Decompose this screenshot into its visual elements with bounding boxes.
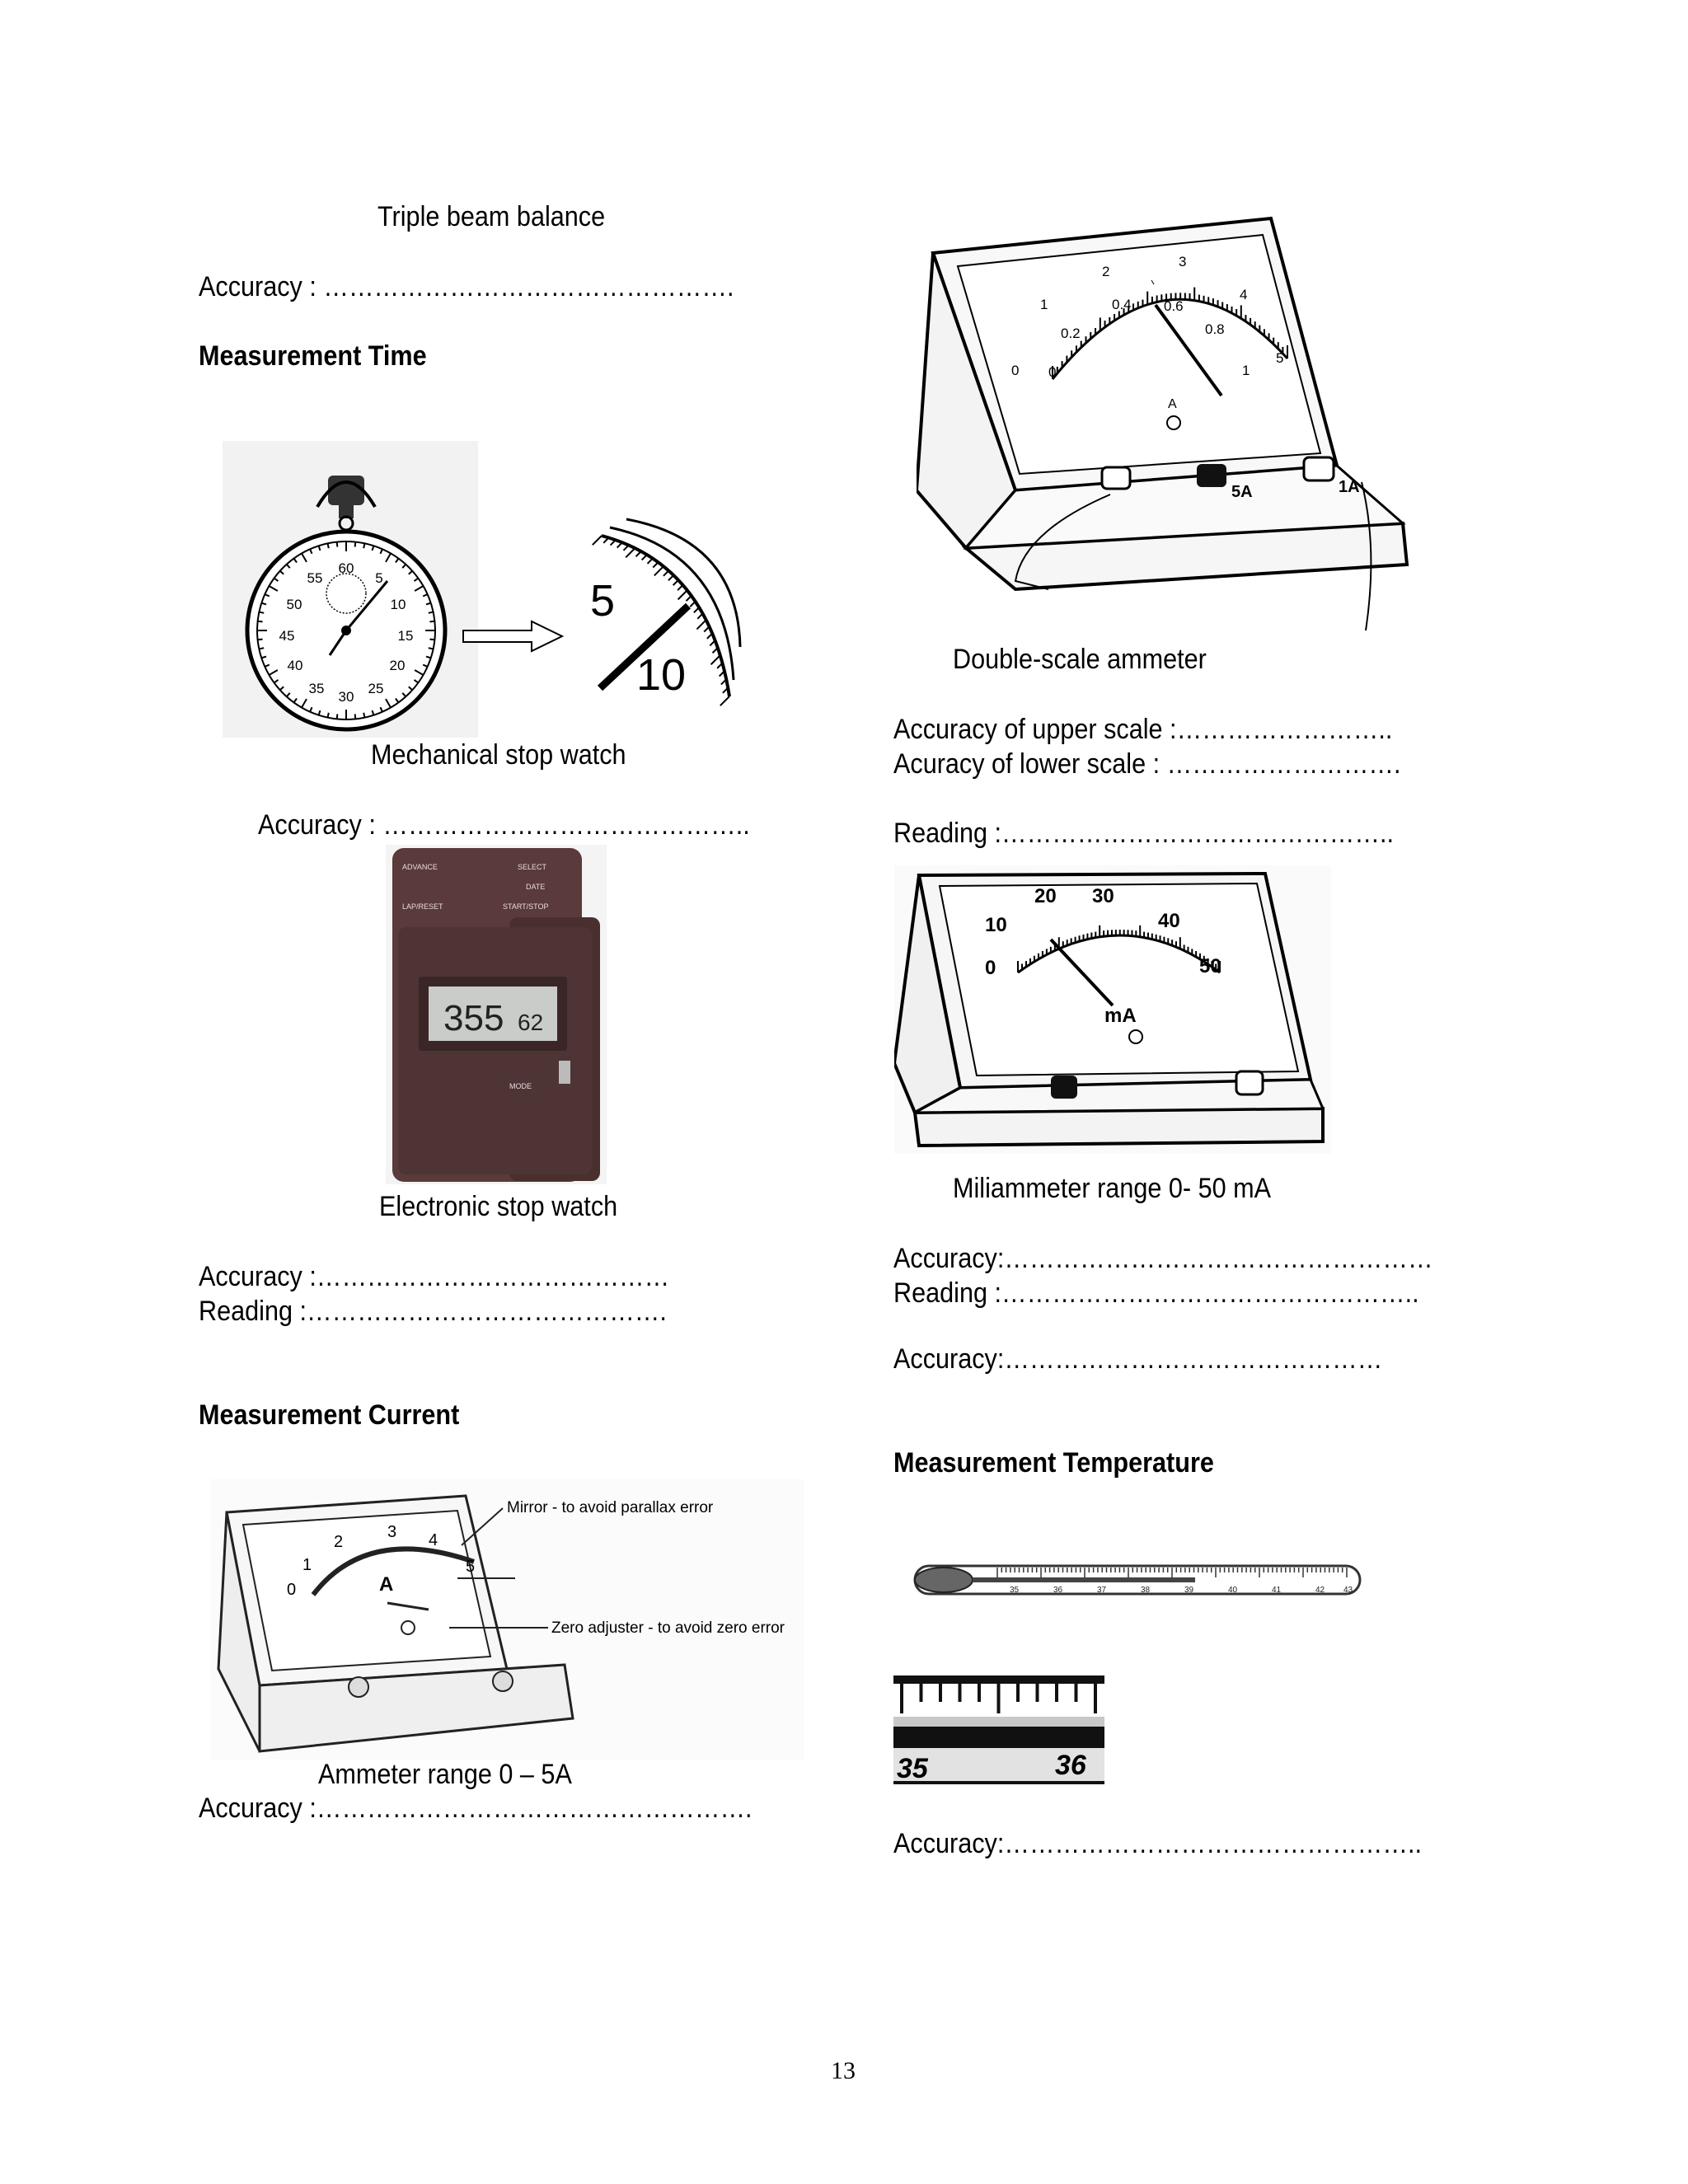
dial-tick	[328, 713, 329, 718]
zoom-tick	[653, 562, 658, 567]
ammeter-tick: 3	[387, 1523, 397, 1541]
dial-number: 5	[375, 570, 383, 586]
ma-unit: mA	[1104, 1005, 1137, 1027]
thermometer-zoom-figure	[893, 1669, 1108, 1793]
double-ammeter-unit: A	[1168, 397, 1177, 411]
thermometer-figure	[907, 1549, 1368, 1615]
zoom-tick	[697, 613, 702, 618]
ma-tick: 50	[1199, 955, 1221, 977]
dial-tick	[337, 714, 338, 719]
upper-tick: 3	[1179, 254, 1187, 269]
zoom-tick	[687, 596, 692, 601]
ammeter-caption: Ammeter range 0 – 5A	[318, 1759, 572, 1790]
dial-tick	[337, 542, 338, 547]
ammeter-tick: 2	[334, 1533, 344, 1551]
extra-accuracy: Accuracy:………………………………………	[893, 1343, 1383, 1375]
zoom-detail	[590, 519, 740, 705]
lower-tick: 0.2	[1061, 326, 1081, 341]
thermo-tick: 40	[1228, 1586, 1238, 1595]
mechanical-stopwatch-figure	[223, 441, 750, 738]
ammeter-tick: 1	[302, 1556, 312, 1574]
upper-tick: 5	[1276, 350, 1284, 366]
double-scale-ammeter-figure	[917, 202, 1411, 630]
heading-measurement-current: Measurement Current	[199, 1399, 460, 1431]
dial-tick	[258, 621, 263, 622]
dial-number: 15	[397, 628, 414, 644]
zoom-label-36: 36	[1055, 1750, 1086, 1781]
mechanical-stopwatch-accuracy: Accuracy : ……………………………………..	[258, 809, 750, 841]
zoom-label-35: 35	[897, 1753, 928, 1784]
zoom-label-5: 5	[590, 576, 616, 626]
ammeter-tick: 0	[287, 1581, 297, 1599]
lcd-display-small: 62	[518, 1010, 544, 1035]
thermo-tick: 39	[1184, 1586, 1194, 1595]
ma-tick: 30	[1092, 885, 1114, 907]
lower-tick: 0.8	[1205, 321, 1225, 337]
thermo-tick: 38	[1141, 1586, 1151, 1595]
thermo-tick: 42	[1315, 1586, 1325, 1595]
btn-label: LAP/RESET	[402, 902, 443, 911]
ammeter-tick: 4	[429, 1531, 438, 1549]
dial-number: 30	[338, 689, 354, 705]
dial-tick	[429, 621, 434, 622]
electronic-stopwatch-reading: Reading :…………………………………….	[199, 1296, 667, 1327]
btn-label: DATE	[526, 883, 546, 891]
dial-number: 50	[286, 597, 302, 612]
mechanical-stopwatch-caption: Mechanical stop watch	[371, 739, 626, 771]
zoom-tick	[696, 620, 706, 629]
lower-tick: 0.6	[1164, 298, 1184, 314]
lcd-display: 355	[443, 998, 504, 1038]
zoom-tick	[654, 566, 663, 575]
electronic-stopwatch-accuracy: Accuracy :……………………………………	[199, 1261, 670, 1292]
dial-tick	[355, 714, 356, 719]
dial-number: 60	[338, 560, 354, 576]
page-number: 13	[831, 2057, 856, 2084]
zoom-tick	[690, 602, 695, 607]
zero-adjuster-annotation: Zero adjuster - to avoid zero error	[551, 1619, 785, 1637]
dial-tick	[328, 543, 329, 548]
zoom-tick	[636, 551, 641, 556]
heading-measurement-temperature: Measurement Temperature	[893, 1447, 1214, 1479]
btn-label: SELECT	[518, 863, 547, 871]
ma-tick: 0	[985, 957, 996, 979]
btn-label: START/STOP	[503, 902, 549, 911]
zoom-tick	[678, 585, 682, 590]
zoom-tick	[593, 536, 602, 545]
ammeter-figure	[210, 1479, 804, 1760]
thermo-tick: 43	[1343, 1586, 1353, 1595]
dial-tick	[259, 612, 264, 613]
dial-tick	[363, 543, 364, 548]
lower-tick: 0.4	[1112, 297, 1132, 312]
dial-tick	[429, 612, 434, 613]
btn-label: MODE	[509, 1082, 532, 1090]
milliammeter-accuracy: Accuracy:……………………………………………	[893, 1243, 1433, 1274]
dial-number: 40	[287, 658, 303, 673]
milliammeter-figure	[894, 865, 1331, 1154]
dial-number: 35	[308, 681, 325, 696]
zoom-tick	[694, 607, 699, 612]
mirror-annotation: Mirror - to avoid parallax error	[507, 1499, 714, 1516]
milliammeter-caption: Miliammeter range 0- 50 mA	[953, 1173, 1272, 1204]
zoom-tick	[678, 590, 687, 599]
dial-tick	[259, 648, 264, 649]
zoom-tick	[617, 542, 622, 547]
electronic-stopwatch-figure	[386, 845, 607, 1184]
terminal-1a: 1A	[1339, 478, 1360, 496]
lower-scale-accuracy: Acuracy of lower scale : ……………………….	[893, 748, 1401, 780]
lower-tick: 1	[1242, 363, 1250, 378]
dial-number: 55	[307, 570, 323, 586]
ma-tick: 20	[1034, 885, 1057, 907]
btn-label: ADVANCE	[402, 863, 438, 871]
triple-beam-accuracy: Accuracy : ………………………………………….	[199, 271, 734, 302]
thermo-tick: 35	[1010, 1586, 1020, 1595]
dial-number: 10	[390, 597, 406, 612]
zoom-tick	[711, 655, 720, 664]
zoom-tick	[642, 555, 647, 560]
lower-tick: 0	[1048, 364, 1057, 380]
zoom-tick	[626, 548, 635, 557]
zoom-tick	[720, 696, 729, 705]
double-scale-ammeter-caption: Double-scale ammeter	[953, 644, 1207, 675]
thermo-tick: 41	[1272, 1586, 1282, 1595]
zoom-tick	[624, 546, 629, 551]
upper-tick: 1	[1040, 297, 1048, 312]
dial-tick	[429, 648, 434, 649]
zoom-tick	[663, 570, 668, 575]
ammeter-accuracy: Accuracy :…………………………………………….	[199, 1793, 753, 1824]
dial-number: 20	[389, 658, 406, 673]
thermo-tick: 36	[1053, 1586, 1063, 1595]
zoom-tick	[707, 634, 712, 639]
dial-tick	[363, 713, 364, 718]
milliammeter-reading: Reading :…………………………………………..	[893, 1277, 1419, 1309]
double-scale-reading: Reading :………………………………………..	[893, 818, 1395, 849]
triple-beam-caption: Triple beam balance	[377, 201, 606, 232]
zoom-label-10: 10	[636, 650, 687, 700]
upper-tick: 0	[1011, 363, 1020, 378]
dial-number: 25	[368, 681, 384, 696]
heading-measurement-time: Measurement Time	[199, 340, 427, 372]
terminal-5a: 5A	[1231, 483, 1253, 501]
electronic-stopwatch-caption: Electronic stop watch	[379, 1191, 618, 1222]
ammeter-tick: 5	[466, 1558, 476, 1576]
dial-tick	[355, 542, 356, 547]
zoom-tick	[704, 626, 709, 631]
zoom-tick	[668, 575, 673, 580]
ma-tick: 10	[985, 914, 1007, 936]
thermometer-accuracy: Accuracy:…………………………………………..	[893, 1828, 1422, 1859]
ammeter-unit: A	[379, 1573, 394, 1596]
zoom-tick	[673, 580, 678, 585]
ma-tick: 40	[1158, 910, 1180, 932]
zoom-tick	[648, 559, 653, 564]
upper-tick: 2	[1102, 264, 1110, 279]
upper-scale-accuracy: Accuracy of upper scale :……………………..	[893, 714, 1393, 745]
dial-number: 45	[279, 628, 295, 644]
thermo-tick: 37	[1097, 1586, 1107, 1595]
upper-tick: 4	[1240, 287, 1248, 302]
